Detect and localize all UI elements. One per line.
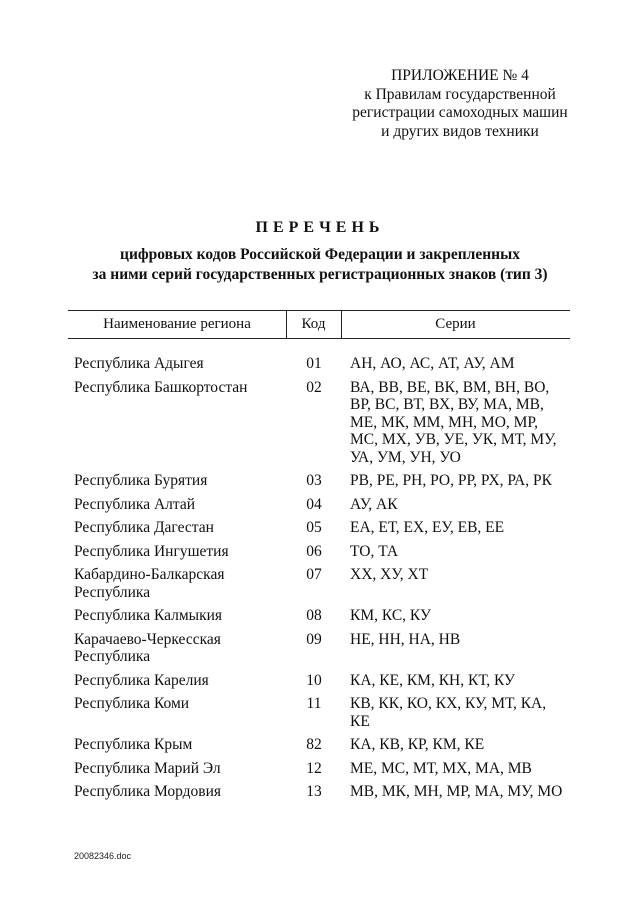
region-code: 09	[306, 630, 322, 648]
region-name-line: Республика Дагестан	[74, 519, 214, 536]
region-code: 82	[306, 736, 322, 753]
region-code: 11	[306, 695, 322, 712]
plate-series	[350, 631, 565, 666]
region-code: 10	[306, 671, 322, 689]
plate-series-line: ХХ, ХУ, ХТ	[350, 566, 429, 583]
plate-series-line: КВ, КК, КО, КХ, КУ, МТ, КА,	[350, 695, 547, 712]
region-name	[74, 519, 284, 537]
plate-series-line: ВР, ВС, ВТ, ВХ, ВУ, МА, МВ,	[350, 396, 544, 413]
document-title: ПЕРЕЧЕНЬ	[255, 219, 385, 236]
header-series: Серии	[435, 316, 476, 332]
appendix-line: регистрации самоходных машин	[352, 104, 568, 121]
table-header-bottom-rule	[68, 338, 570, 339]
region-name	[74, 496, 284, 514]
region-name	[74, 566, 284, 601]
plate-series	[350, 543, 565, 561]
subtitle-line: цифровых кодов Российской Федерации и закрепленных	[120, 246, 520, 263]
region-code: 02	[306, 378, 322, 396]
region-name-line: Кабардино-Балкарская	[74, 566, 225, 583]
plate-series-line: ТО, ТА	[350, 542, 399, 560]
plate-series-line: МЕ, МС, МТ, МХ, МА, МВ	[350, 759, 532, 777]
region-code: 06	[306, 542, 322, 560]
region-name-line: Республика Марий Эл	[74, 759, 221, 777]
subtitle-line: за ними серий государственных регистрационных знаков (тип 3)	[92, 266, 548, 283]
table-row	[0, 783, 640, 801]
region-code: 05	[306, 519, 322, 536]
plate-series-line: МС, МХ, УВ, УЕ, УК, МТ, МУ,	[350, 431, 557, 448]
region-code: 03	[306, 472, 322, 489]
region-name-line: Республика Калмыкия	[74, 607, 223, 624]
document-subtitle	[0, 245, 640, 285]
appendix-line: и других видов техники	[381, 122, 539, 140]
region-name-line: Республика Бурятия	[74, 472, 208, 489]
plate-series	[350, 355, 565, 373]
plate-series-line: КМ, КС, КУ	[350, 607, 431, 624]
file-name-footer: 20082346.doc	[74, 851, 132, 861]
region-name-line: Республика Адыгея	[74, 355, 204, 372]
plate-series	[350, 566, 565, 601]
table-row	[0, 543, 640, 561]
region-code: 07	[306, 566, 322, 583]
region-name	[74, 631, 284, 666]
plate-series	[350, 496, 565, 514]
region-code: 04	[306, 495, 322, 513]
region-name-line: Республика Алтай	[74, 495, 196, 513]
region-name	[74, 355, 284, 373]
region-name-line: Республика Крым	[74, 736, 193, 753]
region-code: 13	[306, 783, 322, 800]
table-row	[0, 736, 640, 754]
plate-series-line: КА, КВ, КР, КМ, КЕ	[350, 736, 485, 753]
region-name-line: Карачаево-Черкесская	[74, 630, 221, 648]
plate-series-line: НЕ, НН, НА, НВ	[350, 630, 461, 648]
region-name	[74, 379, 284, 467]
table-row	[0, 566, 640, 601]
header-code: Код	[301, 316, 326, 332]
plate-series	[350, 736, 565, 754]
region-name	[74, 760, 284, 778]
header-region: Наименование региона	[103, 316, 251, 332]
region-code: 08	[306, 607, 322, 624]
region-code: 01	[306, 355, 322, 372]
table-row	[0, 355, 640, 373]
plate-series-line: ЕА, ЕТ, ЕХ, ЕУ, ЕВ, ЕЕ	[350, 519, 505, 536]
plate-series	[350, 607, 565, 625]
plate-series	[350, 519, 565, 537]
region-name-line: Республика Мордовия	[74, 783, 222, 800]
table-body	[0, 355, 640, 807]
region-name	[74, 672, 284, 690]
region-name	[74, 736, 284, 754]
table-row	[0, 695, 640, 730]
plate-series-line: КА, КЕ, КМ, КН, КТ, КУ	[350, 671, 515, 689]
plate-series	[350, 783, 565, 801]
table-row	[0, 760, 640, 778]
region-code: 12	[306, 759, 322, 777]
plate-series	[350, 472, 565, 490]
region-name	[74, 472, 284, 490]
plate-series-line: АН, АО, АС, АТ, АУ, АМ	[350, 355, 515, 372]
plate-series-line: МЕ, МК, ММ, МН, МО, МР,	[350, 413, 538, 431]
table-row	[0, 607, 640, 625]
region-name-line: Республика Ингушетия	[74, 542, 229, 560]
plate-series	[350, 695, 565, 730]
table-row	[0, 519, 640, 537]
table-top-rule	[68, 310, 570, 311]
plate-series-line: КЕ	[350, 712, 370, 730]
plate-series-line: ВА, ВВ, ВЕ, ВК, ВМ, ВН, ВО,	[350, 378, 550, 396]
table-row	[0, 631, 640, 666]
region-name-line: Республика	[74, 583, 151, 601]
table-row	[0, 472, 640, 490]
plate-series	[350, 760, 565, 778]
region-name	[74, 607, 284, 625]
plate-series-line: МВ, МК, МН, МР, МА, МУ, МО	[350, 783, 563, 800]
region-name	[74, 695, 284, 730]
region-name-line: Республика Башкортостан	[74, 378, 248, 396]
region-name	[74, 783, 284, 801]
region-name-line: Республика Карелия	[74, 671, 209, 689]
table-row	[0, 672, 640, 690]
plate-series	[350, 672, 565, 690]
plate-series-line: УА, УМ, УН, УО	[350, 448, 461, 466]
appendix-block	[330, 67, 590, 141]
appendix-line: ПРИЛОЖЕНИЕ № 4	[391, 67, 529, 84]
plate-series-line: АУ, АК	[350, 495, 398, 513]
plate-series-line: РВ, РЕ, РН, РО, РР, РХ, РА, РК	[350, 472, 552, 489]
region-name-line: Республика	[74, 648, 151, 665]
region-name-line: Республика Коми	[74, 695, 190, 712]
plate-series	[350, 379, 565, 467]
table-row	[0, 496, 640, 514]
table-row	[0, 379, 640, 467]
appendix-line: к Правилам государственной	[364, 85, 556, 103]
region-name	[74, 543, 284, 561]
